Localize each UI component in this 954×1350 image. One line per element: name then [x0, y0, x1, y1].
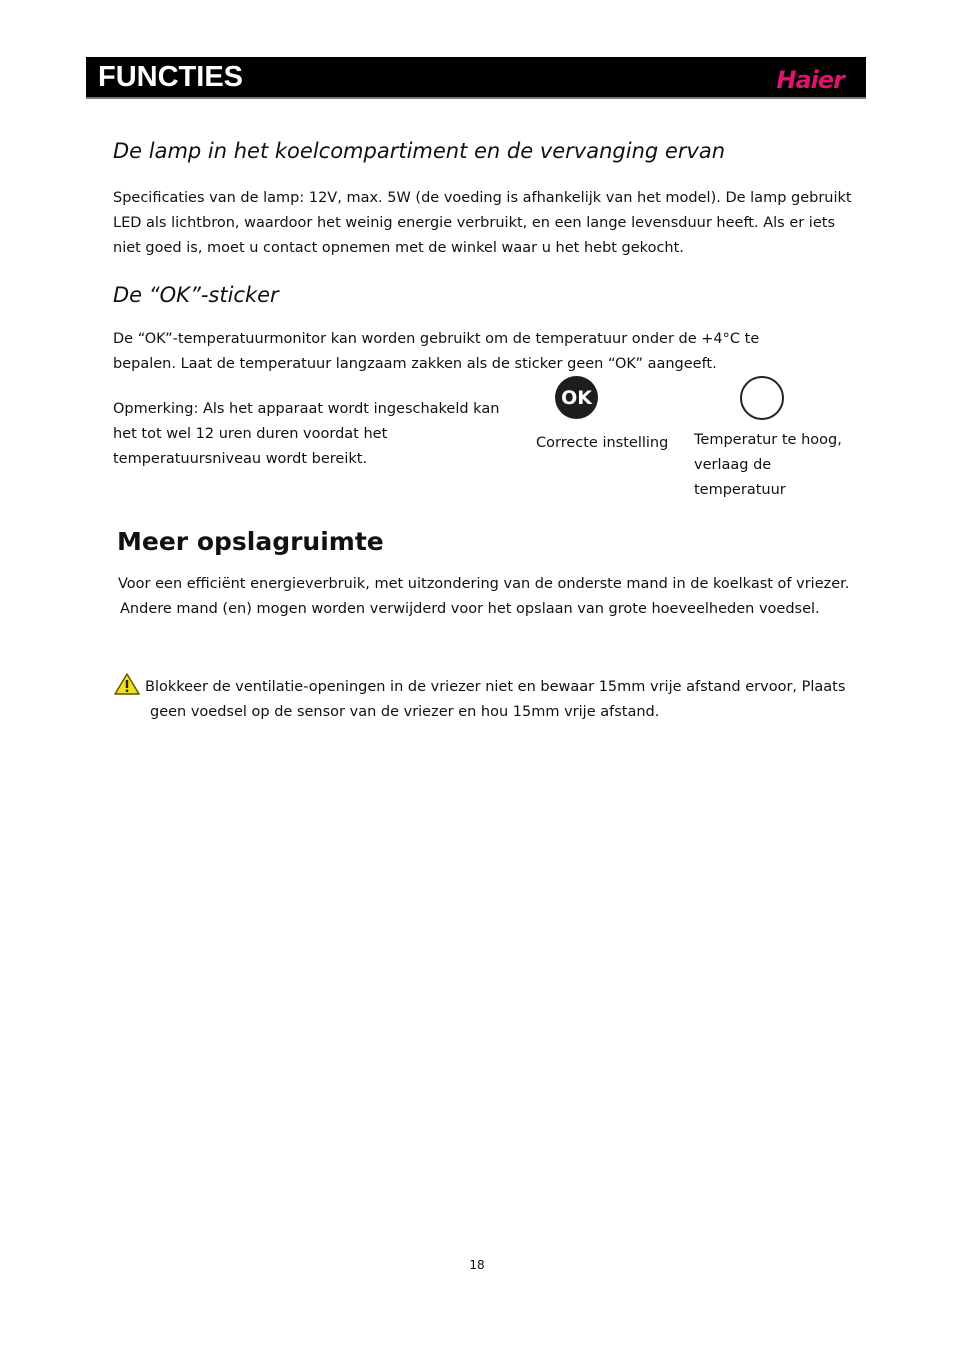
haier-logo: Haier: [776, 66, 844, 94]
high-temp-caption: [694, 428, 874, 503]
note-paragraph: [113, 397, 513, 472]
warning-triangle-icon: [114, 673, 140, 695]
lamp-paragraph: [113, 186, 853, 261]
note-line-2: het tot wel 12 uren duren voordat het: [113, 426, 388, 442]
ok-line-1: De “OK”-temperatuurmonitor kan worden gebruikt om de temperatuur onder de +4°C te: [113, 331, 760, 347]
page-header-bar: [86, 57, 866, 99]
lamp-line-2: LED als lichtbron, waardoor het weinig energie verbruikt, en een lange levensduur heeft. Als er iets: [113, 215, 835, 231]
page-number: 18: [469, 1258, 485, 1272]
high-line-3: temperatuur: [694, 482, 786, 498]
storage-line-2: Andere mand (en) mogen worden verwijderd voor het opslaan van grote hoeveelheden voedsel.: [120, 601, 820, 617]
warning-line-2: geen voedsel op de sensor van de vriezer en hou 15mm vrije afstand.: [150, 704, 660, 720]
note-line-1: Opmerking: Als het apparaat wordt ingeschakeld kan: [113, 401, 500, 417]
high-line-2: verlaag de: [694, 457, 772, 473]
blank-sticker-icon: [740, 376, 784, 420]
ok-caption: Correcte instelling: [536, 435, 669, 451]
ok-line-2: bepalen. Laat de temperatuur langzaam zakken als de sticker geen “OK” aangeeft.: [113, 356, 717, 372]
ok-sticker-icon: OK: [555, 376, 598, 419]
storage-line-1: Voor een efficiënt energieverbruik, met uitzondering van de onderste mand in de koelkast of vriezer.: [118, 576, 850, 592]
storage-heading: Meer opslagruimte: [117, 527, 384, 556]
high-line-1: Temperatur te hoog,: [694, 432, 842, 448]
ok-sticker-heading: De “OK”-sticker: [113, 283, 279, 307]
warning-paragraph: [145, 675, 865, 725]
storage-paragraph: [118, 572, 878, 622]
lamp-line-3: niet goed is, moet u contact opnemen met de winkel waar u het hebt gekocht.: [113, 240, 684, 256]
ok-paragraph: [113, 327, 813, 377]
page-title: FUNCTIES: [98, 61, 243, 93]
lamp-heading: De lamp in het koelcompartiment en de vervanging ervan: [113, 139, 726, 163]
warning-line-1: Blokkeer de ventilatie-openingen in de vriezer niet en bewaar 15mm vrije afstand ervoor, Plaats: [145, 679, 846, 695]
lamp-line-1: Specificaties van de lamp: 12V, max. 5W (de voeding is afhankelijk van het model). De lamp gebruikt: [113, 190, 852, 206]
note-line-3: temperatuursniveau wordt bereikt.: [113, 451, 368, 467]
